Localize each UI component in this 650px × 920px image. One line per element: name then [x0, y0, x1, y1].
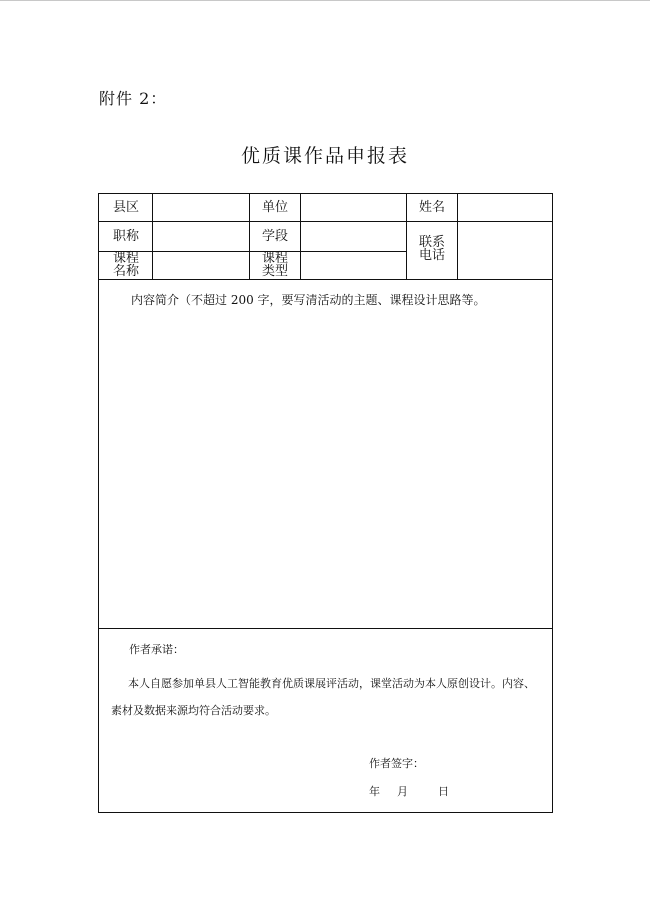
intro-label: 内容简介（不超过 200 字，要写清活动的主题、课程设计思路等。 — [131, 293, 486, 307]
promise-text: 本人自愿参加单县人工智能教育优质课展评活动，课堂活动为本人原创设计。内容、素材及数据来源均符合活动要求。 — [111, 677, 535, 717]
course-name-label-line-1: 课程 — [113, 251, 140, 266]
contact-phone-field[interactable] — [458, 222, 552, 279]
signature-label: 作者签字： — [369, 757, 424, 770]
job-title-label: 职称 — [113, 229, 140, 244]
year-label: 年 — [369, 785, 380, 798]
course-type-field[interactable] — [301, 252, 406, 279]
county-field[interactable] — [153, 194, 249, 221]
attachment-label: 附件 2： — [99, 89, 168, 108]
application-form — [98, 193, 553, 813]
stage-label: 学段 — [262, 229, 289, 244]
contact-label-line-1: 联系 — [419, 235, 446, 250]
course-name-field[interactable] — [153, 252, 249, 279]
signature-field[interactable] — [429, 749, 539, 769]
course-type-label-line-1: 课程 — [262, 251, 289, 266]
course-type-label — [262, 252, 302, 278]
contact-phone-label — [419, 236, 459, 262]
name-label: 姓名 — [419, 200, 446, 215]
row-divider-4 — [99, 628, 552, 629]
row-divider-3 — [99, 279, 552, 280]
course-name-label-line-2: 名称 — [113, 264, 140, 279]
day-label: 日 — [438, 785, 449, 798]
month-label: 月 — [397, 785, 408, 798]
unit-field[interactable] — [301, 194, 406, 221]
course-type-label-line-2: 类型 — [262, 264, 289, 279]
page-top-border — [0, 0, 650, 1]
intro-textarea[interactable] — [99, 314, 552, 628]
course-name-label — [113, 252, 153, 278]
promise-title: 作者承诺： — [129, 643, 184, 656]
page-title: 优质课作品申报表 — [240, 145, 409, 167]
job-title-field[interactable] — [153, 222, 249, 251]
contact-label-line-2: 电话 — [419, 248, 446, 263]
col-divider-4 — [406, 194, 407, 279]
name-field[interactable] — [458, 194, 552, 221]
county-label: 县区 — [113, 200, 140, 215]
stage-field[interactable] — [301, 222, 406, 251]
col-divider-2 — [249, 194, 250, 279]
unit-label: 单位 — [262, 200, 289, 215]
